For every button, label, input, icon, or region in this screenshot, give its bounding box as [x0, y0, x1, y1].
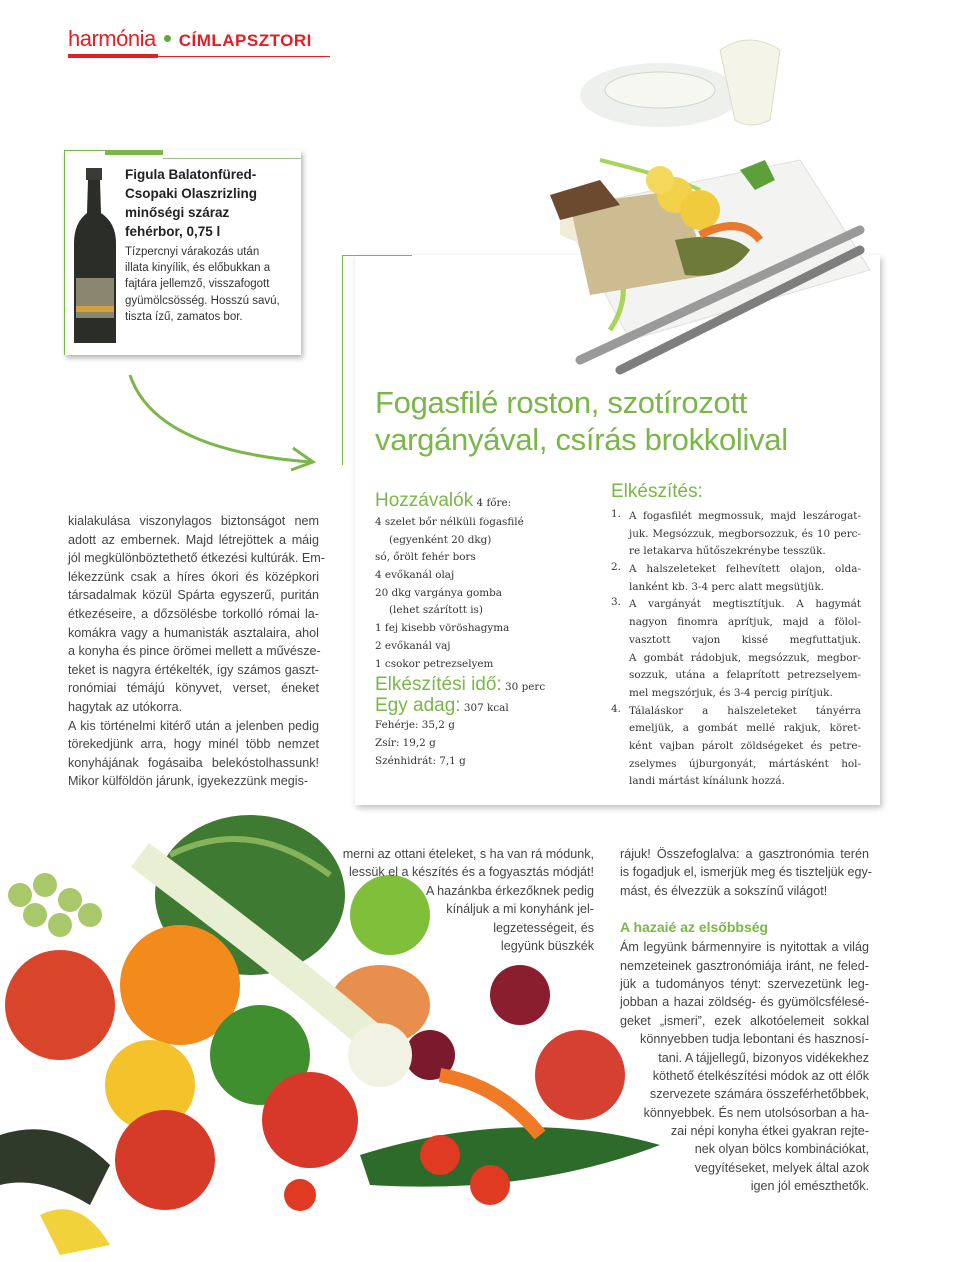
wine-description [125, 244, 300, 325]
article-line: ronómiai témájú könyvet, verset, éneket [68, 681, 319, 696]
step-line: re letakarva hűtőszekrénybe tesszük. [629, 545, 826, 558]
section-subheading: A hazaié az elsőbbség [620, 919, 769, 936]
step-line: vasztott vajon kissé megfuttatjuk. [629, 633, 861, 646]
ingredient-item: só, őrölt fehér bors [375, 551, 476, 564]
nutrition-item: Zsír: 19,2 g [375, 736, 436, 749]
article-column-middle [340, 845, 594, 955]
article-line: lékezzünk csak a híres ókori és középkori [68, 569, 319, 584]
card-accent-line [342, 255, 343, 465]
article-line: vegyítéseket, melyek által azok [694, 1160, 869, 1175]
article-line: zai népi konyha étkei gyakran rejte- [670, 1124, 869, 1139]
article-line: a konyha és pince örömei mellett a művésze- [68, 644, 321, 659]
header-rule [158, 56, 330, 57]
accent-line [163, 158, 301, 159]
article-line: rájuk! Összefoglalva: a gasztronómia terén [620, 847, 869, 861]
ingredient-item: 4 evőkanál olaj [375, 569, 455, 582]
wine-title [125, 165, 300, 241]
article-line: legzetességeit, és [493, 920, 594, 935]
step-line: sozzuk, utána a felaprított petrezselyem- [629, 669, 861, 682]
article-line: tani. A tájjellegű, bizonyos vidékekhez [658, 1050, 869, 1065]
ingredients-section [375, 488, 610, 770]
article-line: geket „ismeri”, ezek alkotóelemeit sokkal [620, 1013, 869, 1028]
article-line: is fogadjuk el, ismerjük meg és tiszteljük egy- [620, 865, 872, 880]
ingredient-item: 1 fej kisebb vöröshagyma [375, 622, 510, 635]
steps-heading: Elkészítés: [611, 481, 703, 502]
step-line: ként vajban párolt zöldségeket és petre- [629, 739, 861, 752]
ingredient-item: (egyenként 20 dkg) [389, 533, 492, 546]
step-line: lanként kb. 3-4 perc alatt megsütjük. [629, 580, 825, 593]
step-line: juk. Megsózzuk, megborsozzuk, és 10 perc- [629, 527, 861, 540]
article-line: könnyebben tudja lebontani és hasznosí- [640, 1032, 869, 1047]
recipe-title-line: vargányával, csírás brokkolival [375, 422, 788, 457]
article-line: A kis történelmi kitérő után a jelenben pedig [68, 718, 319, 733]
servings: 4 főre: [476, 497, 512, 509]
article-line: legyünk büszkék [500, 938, 594, 953]
portion-kcal: 307 kcal [463, 702, 509, 715]
header-rule-accent [68, 54, 158, 58]
article-line: igen jól emészthetők. [750, 1179, 869, 1194]
preparation-steps [611, 480, 861, 791]
article-line: hagytak az utókorra. [68, 699, 183, 714]
nutrition-item: Fehérje: 35,2 g [375, 719, 455, 732]
nutrition-item: Szénhidrát: 7,1 g [375, 754, 466, 767]
article-line: konyhájának fogásaiba belekóstolhassunk! [68, 755, 319, 770]
step-line: Tálaláskor a halszeleteket tányérra [629, 704, 861, 717]
article-line: nemzeteinek gasztronómiája iránt, ne feled- [620, 958, 869, 973]
article-line: lessük el a készítés és a fogyasztás módját! [349, 865, 594, 880]
wine-desc-line: gyümölcsösség. Hosszú savú, [125, 294, 280, 307]
step-number: 3. [611, 596, 621, 609]
article-line: társadalmak közül Spárta egyszerű, puritán [68, 588, 319, 603]
article-line: adott az embernek. Majd létrejöttek a máig [68, 532, 319, 547]
article-line: mást, és élvezzük a sokszínű világot! [620, 883, 828, 898]
article-line: szervezete számára összeférhetőbbek, [649, 1087, 869, 1102]
wine-title-line: minőségi száraz [125, 205, 230, 220]
curved-arrow-icon [125, 370, 325, 480]
wine-title-line: Figula Balatonfüred- [125, 167, 257, 182]
article-line: Ám legyünk bármennyire is nyitottak a világ [620, 940, 869, 955]
bullet-dot-icon [164, 35, 171, 42]
magazine-header [68, 26, 312, 52]
article-column-right [620, 845, 872, 1196]
card-accent-line-top [342, 255, 412, 256]
recipe-title-line: Fogasfilé roston, szotírozott [375, 385, 748, 420]
brand-logo: harmónia [68, 26, 156, 51]
step-line: A vargányát megtisztítjuk. A hagymát [629, 598, 861, 611]
wine-desc-line: illata kinyílik, és előbukkan a [125, 262, 271, 275]
step-line: A fogasfilét megmossuk, majd leszárogat- [629, 510, 861, 522]
step-line: emeljük, a gombát mellé rakjuk, köret- [629, 722, 861, 735]
article-line: jól megkülönböztethető étkezési kultúrák. Em- [68, 551, 325, 566]
ingredients-heading: Hozzávalók [375, 490, 474, 511]
article-line: törekedjünk arra, hogy minél több nemzet [68, 737, 319, 752]
prep-time-label: Elkészítési idő: [375, 674, 502, 696]
ingredient-item: 4 szelet bőr nélküli fogasfilé [375, 516, 524, 528]
article-line: nek olyan bölcs kombinációkat, [694, 1142, 869, 1157]
accent-bar [105, 150, 163, 155]
step-line: A gombát rádobjuk, megsózzuk, megbor- [629, 651, 861, 664]
step-line: nagyon finomra aprítjuk, majd a fölol- [629, 616, 861, 629]
wine-bottle-image [70, 168, 122, 348]
step-line: A halszeleteket felhevített olajon, olda- [629, 563, 861, 576]
wine-desc-line: Tízpercnyi várakozás után [125, 246, 260, 258]
wine-desc-line: tiszta ízű, zamatos bor. [125, 310, 243, 323]
article-line: kínáljuk a mi konyhánk jel- [446, 902, 594, 917]
recipe-title [375, 384, 788, 458]
article-column-left [68, 512, 325, 791]
article-line: jobban a hazai zöldség- és gyümölcsfélesé- [620, 995, 869, 1010]
article-line: jük a tudományos tényt: szervezetünk leg- [620, 976, 869, 991]
step-line: zselymes újburgonyát, mártásként hol- [629, 757, 861, 770]
article-line: A hazánkba érkezőknek pedig [425, 883, 594, 898]
prep-time: 30 perc [505, 681, 546, 694]
step-number: 1. [611, 508, 621, 520]
wine-desc-line: fajtára jellemző, visszafogott [125, 278, 270, 291]
article-line: teket is nagyra értékelték, így számos gaszt- [68, 662, 319, 677]
article-line: komákra vagy a humanisták asztalaira, ahol [68, 625, 319, 640]
step-number: 4. [611, 702, 621, 715]
article-line: könnyebbek. És nem utolsósorban a ha- [643, 1105, 869, 1120]
ingredient-item: 2 evőkanál vaj [375, 639, 451, 652]
article-line: étkezéseire, a dőzsölésbe torkolló római la- [68, 606, 319, 621]
ingredient-item: 1 csokor petrezselyem [375, 657, 494, 670]
step-line: mel megszórjuk, és 3-4 percig pirítjuk. [629, 686, 833, 699]
portion-label: Egy adag: [375, 695, 461, 717]
wine-title-line: fehérbor, 0,75 l [125, 224, 221, 239]
section-title: CÍMLAPSZTORI [178, 31, 312, 50]
step-number: 2. [611, 561, 621, 574]
accent-line [65, 150, 105, 151]
step-line: landi mártást kínálunk hozzá. [629, 775, 785, 788]
article-line: merni az ottani ételeket, s ha van rá módunk, [342, 847, 594, 861]
article-line: Mikor külföldön járunk, igyekezzünk megis- [68, 774, 309, 789]
article-line: köthető ételkészítési módok az ott élők [652, 1068, 869, 1083]
ingredient-item: 20 dkg vargánya gomba [375, 586, 502, 599]
fish-dish-photo [500, 10, 880, 380]
article-line: kialakulása viszonylagos biztonságot nem [68, 514, 319, 528]
wine-title-line: Csopaki Olaszrizling [125, 186, 258, 201]
ingredient-item: (lehet szárított is) [389, 604, 483, 617]
